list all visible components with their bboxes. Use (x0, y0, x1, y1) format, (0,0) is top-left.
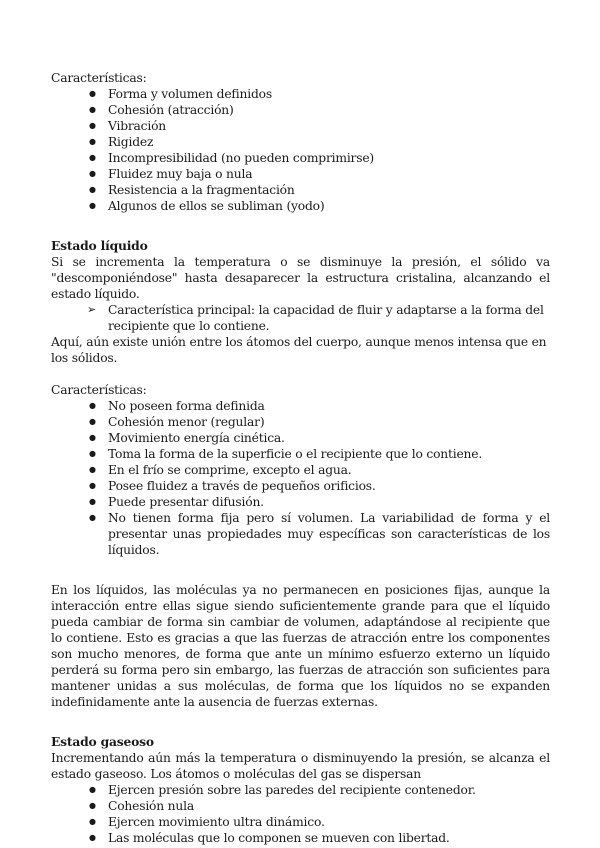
liquid-paragraph: En los líquidos, las moléculas ya no permanecen en posiciones fijas, aunque la interacción entre ellas sigue siendo suficientemente grande para que el líquido pueda cambiar de forma sin cambiar de volumen, adaptándose al recipiente que lo contiene. Esto es gracias a que las fuerzas de atracción entre los componentes son mucho menores, de forma que ante un mínimo esfuerzo externo un líquido perderá su forma pero sin embargo, las fuerzas de atracción son suficientes para mantener unidas a sus moléculas, de forma que los líquidos no se expanden indefinidamente ante la ausencia de fuerzas externas. (51, 583, 550, 709)
list-item: ● Posee fluidez a través de pequeños orificios. (51, 478, 550, 494)
list-item: ● Cohesión nula (51, 798, 550, 814)
list-item: ● Toma la forma de la superficie o el recipiente que lo contiene. (51, 446, 550, 462)
liquid-characteristics-label: Características: (51, 383, 147, 397)
list-item: ● En el frío se comprime, excepto el agua. (51, 462, 550, 478)
list-item: ● Movimiento energía cinética. (51, 430, 550, 446)
list-item: ● Cohesión (atracción) (51, 102, 550, 118)
list-item: ● Ejercen movimiento ultra dinámico. (51, 814, 550, 830)
list-item: ● Puede presentar difusión. (51, 494, 550, 510)
list-item: ● Vibración (51, 118, 550, 134)
liquid-union-text: Aquí, aún existe unión entre los átomos del cuerpo, aunque menos intensa que en los sólidos. (51, 335, 547, 365)
gas-intro: Incrementando aún más la temperatura o disminuyendo la presión, se alcanza el estado gaseoso. Los átomos o moléculas del gas se dispersan (51, 751, 550, 781)
solid-characteristics-list (51, 86, 550, 214)
gas-heading: Estado gaseoso (51, 734, 154, 749)
list-item: ● Las moléculas que lo componen se mueven con libertad. (51, 830, 550, 846)
list-item: ● Forma y volumen definidos (51, 86, 550, 102)
list-item: ● Incompresibilidad (no pueden comprimirse) (51, 150, 550, 166)
gas-characteristics-list (51, 782, 550, 846)
list-item: ● Ejercen presión sobre las paredes del recipiente contenedor. (51, 782, 550, 798)
list-item: ➢ Característica principal: la capacidad de fluir y adaptarse a la forma del recipiente que lo contiene. (51, 302, 550, 334)
liquid-intro: Si se incrementa la temperatura o se disminuye la presión, el sólido va "descomponiéndose" hasta desaparecer la estructura cristalina, alcanzando el estado líquido. (51, 255, 550, 301)
liquid-heading: Estado líquido (51, 238, 148, 253)
list-item: ● Rigidez (51, 134, 550, 150)
list-item: ● No tienen forma fija pero sí volumen. La variabilidad de forma y el presentar unas propiedades muy específicas son características de los líquidos. (51, 510, 550, 558)
list-item: ● No poseen forma definida (51, 398, 550, 414)
solid-characteristics-label: Características: (51, 71, 147, 85)
liquid-principal-list (51, 302, 550, 334)
list-item: ● Fluidez muy baja o nula (51, 166, 550, 182)
list-item: ● Algunos de ellos se subliman (yodo) (51, 198, 550, 214)
list-item: ● Resistencia a la fragmentación (51, 182, 550, 198)
list-item: ● Cohesión menor (regular) (51, 414, 550, 430)
liquid-characteristics-list (51, 398, 550, 558)
